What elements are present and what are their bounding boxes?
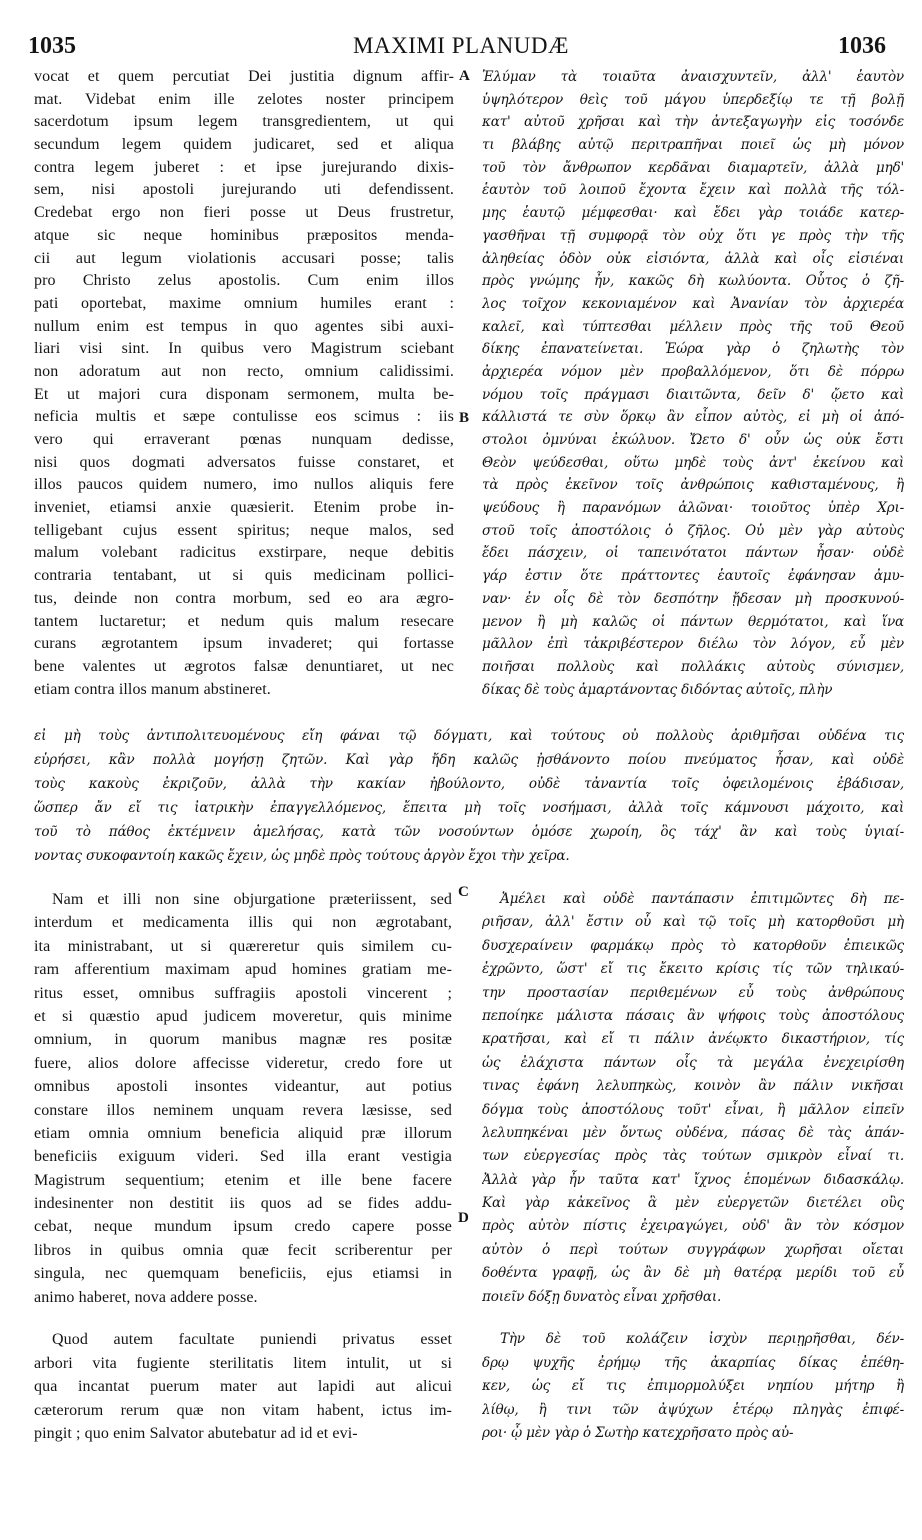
text-line: indesinenter non destitit iis quos ad se fides addu- — [34, 1195, 452, 1213]
text-line: μης ἑαυτῷ μέμφεσθαι· καὶ ἔδει γὰρ τοιάδε κατερ- — [482, 205, 904, 222]
text-line: ὥσπερ ἄν εἴ τις ἰατρικὴν ἐπαγγελλόμενος, ἔπειτα μὴ τοῖς νοσήμασι, ἀλλὰ τοῖς κάμνουσι μάχοιτο, καὶ — [34, 800, 904, 816]
latin-column-top — [34, 66, 454, 701]
text-line: liari visi sint. In quibus vero Magistrum sciebant — [34, 340, 454, 358]
text-line: neficia multis et sæpe contulisse eos scimus : iis — [34, 408, 454, 426]
text-line: beneficiis exiguum videri. Sed illa erant vestigia — [34, 1148, 452, 1166]
text-line: ψεύδους ἢ παρανόμων ἁλῶναι· τοιοῦτος ὑπὲρ Χρι- — [482, 500, 904, 517]
greek-column-top — [482, 66, 904, 701]
text-line: et si quæstio apud judicem moveretur, quis minime — [34, 1007, 452, 1025]
text-line: atque sic neque hominibus præpositos menda- — [34, 226, 454, 244]
text-line: pro Christo zelus apostolis. Cum enim illos — [34, 272, 454, 290]
text-line: Τὴν δὲ τοῦ κολάζειν ἰσχὺν περιῃρῆσθαι, δέν- — [500, 1331, 904, 1347]
text-line: Quod autem facultate puniendi privatus esset — [52, 1331, 452, 1348]
text-line: την προστασίαν περιθεμένων εὖ τοὺς ἀνθρώπους — [482, 984, 904, 1001]
text-line: κρατῆσαι, καὶ εἴ τι πάλιν ἀνέῳκτο δικαστήριον, τίς — [482, 1031, 904, 1048]
margin-marker-d: D — [458, 1210, 469, 1226]
text-line: cebat, neque mundum ipsum credo capere posse — [34, 1218, 452, 1236]
text-line: contraria tentabant, ut si quis medicinam pollici- — [34, 567, 454, 585]
text-line: γασθῆναι τῇ συμφορᾷ τὸν οὐχ ὅτι γε πρὸς τὴν τῆς — [482, 227, 904, 244]
text-line: non adoratum aut non recto, omnium calidissimi. — [34, 362, 454, 380]
text-line: λελυπηκέναι μὲν ὄντως οὐδένα, πάσας δὲ τὰς ἁπάν- — [482, 1124, 904, 1141]
text-line: illos paucos quidem numero, imo nullos aliquis fere — [34, 476, 454, 494]
margin-marker-c: C — [458, 884, 469, 900]
text-line: ὑψηλότερον θεὶς τοῦ μάγου ὑπερδεξίῳ τε τῇ βολῇ — [482, 91, 904, 108]
text-line: tus, deinde non contra morbum, sed eo ara ægro- — [34, 589, 454, 607]
text-line: ἀρχιερέα νόμον μὲν προβαλλόμενον, ὅτι δὲ πόρρω — [482, 363, 904, 380]
text-line: tantem luctaretur; et nedum quis malum resecare — [34, 612, 454, 630]
text-line: πρὸς αὐτὸν πίστις ἐχειραγώγει, οὐδ' ἂν τὸν κόσμον — [482, 1218, 904, 1235]
text-line: νόμου τοῖς πράγμασι διαιτῶντα, δεῖν δ' ᾤετο καὶ — [482, 386, 904, 403]
text-line: libros in quibus omnia quæ fecit scriberentur per — [34, 1241, 452, 1259]
text-line: etiam contra illos manum abstineret. — [34, 680, 271, 698]
text-line: καλεῖ, καὶ τύπτεσθαι μέλλειν πρὸς τῆς τοῦ Θεοῦ — [482, 318, 904, 335]
text-line: στοῦ τοῖς ἀποστόλοις ὁ ζῆλος. Οὐ μὲν γὰρ αὐτοὺς — [482, 522, 904, 539]
text-line: τι βλάβης αὐτῷ περιτραπῆναι ποιεῖ ὡς μὴ μόνον — [482, 137, 904, 154]
greek-column-middle — [482, 888, 904, 1309]
text-line: singula, nec quemquam beneficiis, ejus etiamsi in — [34, 1265, 452, 1283]
text-line: etiam omnia omnium beneficia aliquid præ illorum — [34, 1124, 452, 1142]
text-line: ροι· ᾧ μὲν γὰρ ὁ Σωτὴρ κατεχρῆσατο πρὸς αὐ- — [482, 1425, 794, 1442]
text-line: contra legem juberet : et ipse jurejurando dixis- — [34, 158, 454, 176]
text-line: Θεὸν ψεύδεσθαι, οὕτω μηδὲ τοὺς ἀντ' ἐκείνου καὶ — [482, 454, 904, 471]
text-line: τοὺς κακοὺς ἐκριζοῦν, ἀλλὰ τὴν κακίαν ἠβούλοντο, οὐδὲ τἀναντία τοῖς ὀφειλομένοις ἐβάδισαν, — [34, 776, 904, 792]
text-line: bene valentes ut ægrotos falsæ denuntiaret, ut nec — [34, 657, 454, 675]
text-line: ναν· ἐν οἷς δὲ τὸν δεσπότην ᾔδεσαν μὴ προσκυνού- — [482, 590, 904, 607]
text-line: ποιῆσαι πολλοὺς καὶ πολλάκις αὐτοὺς σύνισμεν, — [482, 658, 904, 675]
text-line: δίκης ἐπανατείνεται. Ἑώρα γὰρ ὁ ζηλωτὴς τὸν — [482, 341, 904, 358]
text-line: arbori vita fugiente sterilitatis litem intulit, ut si — [34, 1354, 452, 1372]
text-line: ἐχρῶντο, ὥστ' εἴ τις ἔκειτο κρίσις τίς τῶν τηλικαύ- — [482, 961, 904, 978]
text-line: ritus esset, omnibus suffragiis apostoli vincerent ; — [34, 984, 452, 1002]
text-line: ram afferentium maximam apud homines gratiam me- — [34, 961, 452, 979]
text-line: κάλλιστά τε σὺν ὅρκῳ ἂν εἶπον αὐτὸς, εἰ μὴ οἱ ἀπό- — [482, 409, 904, 426]
latin-column-bottom — [34, 1328, 452, 1446]
text-line: qua incantat puerum mater aut lapidi aut alicui — [34, 1378, 452, 1396]
text-line: ποιεῖν δόξῃ δυνατὸς εἶναι χρῆσθαι. — [482, 1288, 722, 1305]
text-line: εἰ μὴ τοὺς ἀντιπολιτευομένους εἴη φάναι τῷ δόγματι, καὶ τούτους οὐ πολλοὺς ἀριθμῆσαι οὐδένα τις — [34, 728, 904, 744]
text-line: curans ægrotantem ipsum invaderet; qui fortasse — [34, 635, 454, 653]
text-line: τοῦ τὸν ἄνθρωπον κερδᾶναι διαμαρτεῖν, ἀλλὰ μηδ' — [482, 159, 904, 176]
text-line: νοντας συκοφαντοίη κακῶς ἔχειν, ὡς μηδὲ πρὸς τούτους ἀργὸν ἔχοι τὴν χεῖρα. — [34, 848, 570, 864]
text-line: Ἀμέλει καὶ οὐδὲ παντάπασιν ἐπιτιμῶντες δὴ πε- — [500, 891, 904, 907]
text-line: πεποίηκε μάλιστα πάσαις ἂν ψήφοις τοὺς ἀποστόλους — [482, 1007, 904, 1024]
text-line: ριῆσαν, ἀλλ' ἔστιν οὗ καὶ τῷ τοῖς μὴ κατορθοῦσι μὴ — [482, 914, 904, 931]
text-line: Credebat ergo non fieri posse ut Deus frustretur, — [34, 204, 454, 222]
text-line: nullum enim est tempus in quo agentes sibi auxi- — [34, 317, 454, 335]
text-line: γάρ ἐστιν ὅτε πράττοντες ἑαυτοῖς ἐφάνησαν ἀμυ- — [482, 568, 904, 585]
text-line: δρῳ ψυχῆς ἐρήμῳ τῆς ἀκαρπίας δίκας ἐπέθη- — [482, 1354, 904, 1371]
text-line: τινας ἐφάνη λελυπηκὼς, κοινὸν ἂν πάλιν νικῆσαι — [482, 1078, 904, 1095]
text-line: τοῦ τὸ πάθος ἐκτέμνειν ἀμελήσας, κατὰ τῶν νοσούντων ὁμόσε χωροίη, ὃς τάχ' ἂν καὶ τοὺς ὑγιαί- — [34, 824, 904, 840]
text-line: cii aut legum violationis accusari posse; talis — [34, 249, 454, 267]
text-line: inveniet, etiamsi anxie quæsierit. Etenim probe in- — [34, 499, 454, 517]
text-line: omnibus apostoli insontes videantur, aut potius — [34, 1078, 452, 1096]
text-line: μενον ἢ μὴ καλῶς οἱ πάντων θερμότατοι, καὶ ἵνα — [482, 613, 904, 630]
greek-column-bottom — [482, 1328, 904, 1446]
text-line: Ἐλύμαν τὰ τοιαῦτα ἀναισχυντεῖν, ἀλλ' ἑαυτὸν — [482, 69, 904, 85]
text-line: Et ut majori cura disponam sermonem, multa be- — [34, 385, 454, 403]
text-line: telligebant cujus essent spiritus; neque malos, sed — [34, 521, 454, 539]
text-line: Ἀλλὰ γὰρ ἦν ταῦτα κατ' ἴχνος ἑπομένων διδασκάλῳ. — [482, 1171, 904, 1188]
text-line: κατ' αὐτοῦ χρῆσαι καὶ τὴν ἀντεξαγωγὴν εἰς τοσόνδε — [482, 114, 904, 131]
text-line: μᾶλλον ἐπὶ τἀκριβέστερον διέλω τὸν λόγον, εὖ μὲν — [482, 636, 904, 653]
greek-wide-passage — [34, 724, 904, 868]
text-line: δόγμα τοὺς ἀποστόλους τοῦτ' εἶναι, ἢ μᾶλλον εἰπεῖν — [482, 1101, 904, 1118]
latin-column-middle — [34, 888, 452, 1309]
text-line: ἑαυτὸν τοῦ λοιποῦ ἔχοντα ἔχειν καὶ πολλὰ τῆς τόλ- — [482, 182, 904, 199]
text-line: pingit ; quo enim Salvator abutebatur ad id et evi- — [34, 1425, 358, 1443]
text-line: στολοι ὀμνύναι ἐκώλυον. Ὤετο δ' οὖν ὡς οὐκ ἔστι — [482, 432, 904, 448]
text-line: Καὶ γὰρ κἀκεῖνος ἃ μὲν εὐεργετῶν διετέλει οὓς — [482, 1195, 904, 1212]
text-line: ἔδει πάσχειν, οἱ ταπεινότατοι πάντων ἦσαν· οὐδὲ — [482, 545, 904, 562]
text-line: vero qui erraverant pœnas nunquam dedisse, — [34, 431, 454, 448]
text-line: τὰ πρὸς ἐκεῖνον τοῖς ἀνθρώποις καθισταμένους, ἢ — [482, 477, 904, 494]
text-line: secundum legem quidem judicaret, sed et aliqua — [34, 136, 454, 154]
text-line: Magistrum sequentium; etenim et ille bene facere — [34, 1171, 452, 1189]
text-line: ἀληθείας ὁδὸν οὐκ εἰσιόντα, ἀλλὰ καὶ οἷς εἰσιέναι — [482, 250, 904, 267]
text-line: sem, nisi apostoli jurejurando uti defendissent. — [34, 181, 454, 199]
text-line: Nam et illi non sine objurgatione præteriissent, sed — [52, 891, 452, 908]
text-line: constare illos neminem unquam revera læsisse, sed — [34, 1101, 452, 1119]
text-line: λος τοῖχον κεκονιαμένον καὶ Ἀνανίαν τὸν ἀρχιερέα — [482, 295, 904, 312]
text-line: αὐτὸν ὁ περὶ τούτων συγγράφων χωρῆσαι οἴεται — [482, 1241, 904, 1258]
margin-marker-a: A — [459, 68, 470, 84]
text-line: interdum et medicamenta illis qui non ægrotabant, — [34, 914, 452, 932]
text-line: ὡς ἐλάχιστα πάντων οἷς τὰ μεγάλα ἐνεχειρίσθη — [482, 1054, 904, 1071]
text-line: ita ministrabant, ut si quæreretur quis similem cu- — [34, 937, 452, 955]
text-line: vocat et quem percutiat Dei justitia dignum affir- — [34, 68, 454, 85]
text-line: των εὐεργεσίας πρὸς τὰς τούτων σμικρὸν εἶναί τι. — [482, 1148, 904, 1165]
text-line: λίθῳ, ἢ τινι τῶν ἀψύχων ἑτέρῳ πληγὰς ἐπιφέ- — [482, 1401, 904, 1418]
text-line: fuere, alios dolore affecisse videretur, credo fore ut — [34, 1054, 452, 1072]
text-line: sacerdotum ipsum legem transgredientem, ut qui — [34, 113, 454, 131]
text-line: πρὸς γνώμης ἦν, κακῶς δὴ κωλύοντα. Οὗτος ὁ ζῆ- — [482, 273, 904, 290]
text-line: δίκας δὲ τοὺς ἁμαρτάνοντας διδόντας αὐτοῖς, πλὴν — [482, 681, 833, 698]
margin-marker-b: B — [459, 410, 470, 426]
running-title: MAXIMI PLANUDÆ — [353, 33, 569, 58]
text-line: cæterorum rerum quæ non vitam habent, ictus im- — [34, 1401, 452, 1419]
text-line: omnium, in quorum manibus magnæ res positæ — [34, 1031, 452, 1049]
text-line: mat. Videbat enim ille zelotes noster principem — [34, 90, 454, 108]
text-line: εὑρήσει, κἂν πολλὰ μογήσῃ ζητῶν. Καὶ γὰρ ἤδη καλῶς ᾐσθάνοντο ποίου πνεύματος ἦσαν, καὶ οὐδὲ — [34, 752, 904, 768]
text-line: nisi quos dogmati adversatos fuisse constaret, et — [34, 453, 454, 471]
text-line: δοθέντα γραφῇ, ὡς ἂν δὲ μὴ θατέρᾳ μερίδι τοῦ εὖ — [482, 1265, 904, 1282]
text-line: κεν, ὡς εἴ τις ἐπιμορμολύξει νηπίου μήτηρ ἢ — [482, 1378, 904, 1395]
text-line: pati oportebat, maxime omnium humiles erant : — [34, 294, 454, 312]
text-line: δυσχεραίνειν φαρμάκῳ πρὸς τὸ κατορθοῦν ἐπιεικῶς — [482, 937, 904, 954]
page-number-right: 1036 — [838, 33, 886, 59]
page-number-left: 1035 — [28, 33, 76, 59]
text-line: animo haberet, nova addere posse. — [34, 1288, 258, 1306]
text-line: malum volebant radicitus exstirpare, neque debitis — [34, 544, 454, 562]
